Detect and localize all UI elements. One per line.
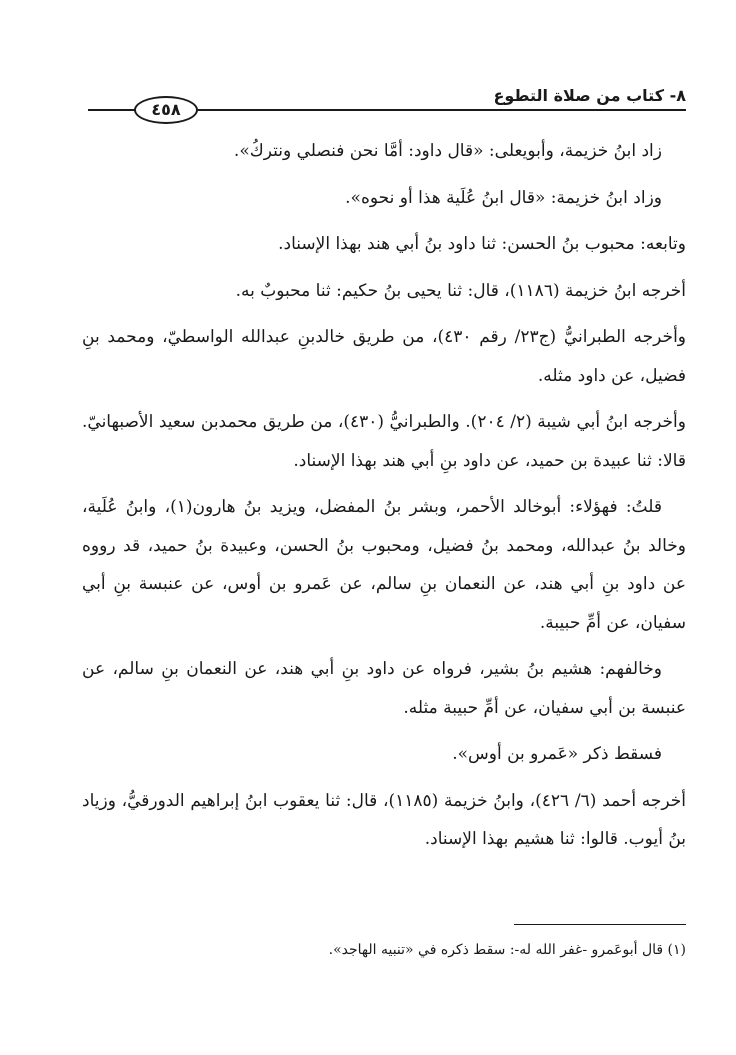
paragraph: وأخرجه الطبرانيُّ (ج٢٣/ رقم ٤٣٠)، من طريق خالدبنِ عبدالله الواسطيّ، ومحمد بنِ فضيل، عن داود مثله. <box>82 327 687 386</box>
paragraph: وأخرجه ابنُ أبي شيبة (٢/ ٢٠٤). والطبرانيُّ (٤٣٠)، من طريق محمدبن سعيد الأصبهانيّ. قالا: ثنا عبيدة بن حميد، عن داود بنِ أبي هند بهذا الإسناد. <box>82 412 686 471</box>
paragraph: قلتُ: فهؤلاء: أبوخالد الأحمر، وبشر بنُ المفضل، ويزيد بنُ هارون(١)، وابنُ عُلَية، وخالد بنُ عبدالله، ومحمد بنُ فضيل، ومحبوب بنُ الحسن، وعبيدة بنُ حميد، قد رووه عن داود بنِ أبي هند، عن النعمان بنِ سالم، عن عَمرو بن أوس، عن عنبسة بنِ أبي سفيان، عن أمِّ حبيبة. <box>82 497 686 633</box>
paragraph: وتابعه: محبوب بنُ الحسن: ثنا داود بنُ أبي هند بهذا الإسناد. <box>278 234 686 254</box>
paragraph: زاد ابنُ خزيمة، وأبويعلى: «قال داود: أمَّا نحن فنصلي ونتركُ». <box>233 141 662 161</box>
paragraph: أخرجه ابنُ خزيمة (١١٨٦)، قال: ثنا يحيى بنُ حكيم: ثنا محبوبٌ به. <box>235 280 686 301</box>
page-header <box>88 80 686 119</box>
paragraph: وزاد ابنُ خزيمة: «قال ابنُ عُلَية هذا أو نحوه». <box>345 187 662 208</box>
body-text <box>82 132 686 867</box>
page-number: ٤٥٨ <box>134 96 198 124</box>
footnote-rule <box>514 924 686 925</box>
paragraph: فسقط ذكر «عَمرو بن أوس». <box>452 744 662 764</box>
paragraph: أخرجه أحمد (٦/ ٤٢٦)، وابنُ خزيمة (١١٨٥)، قال: ثنا يعقوب ابنُ إبراهيم الدورقيُّ، وزياد بنُ أيوب. قالوا: ثنا هشيم بهذا الإسناد. <box>82 790 687 849</box>
footnote: (١) قال أبوعَمرو -غفر الله له-: سقط ذكره في «تنبيه الهاجد». <box>328 942 686 958</box>
chapter-title: ٨- كتاب من صلاة التطوع <box>493 86 686 105</box>
paragraph: وخالفهم: هشيم بنُ بشير، فرواه عن داود بنِ أبي هند، عن النعمان بنِ سالم، عن عنبسة بن أبي سفيان، عن أمِّ حبيبة مثله. <box>82 659 686 718</box>
